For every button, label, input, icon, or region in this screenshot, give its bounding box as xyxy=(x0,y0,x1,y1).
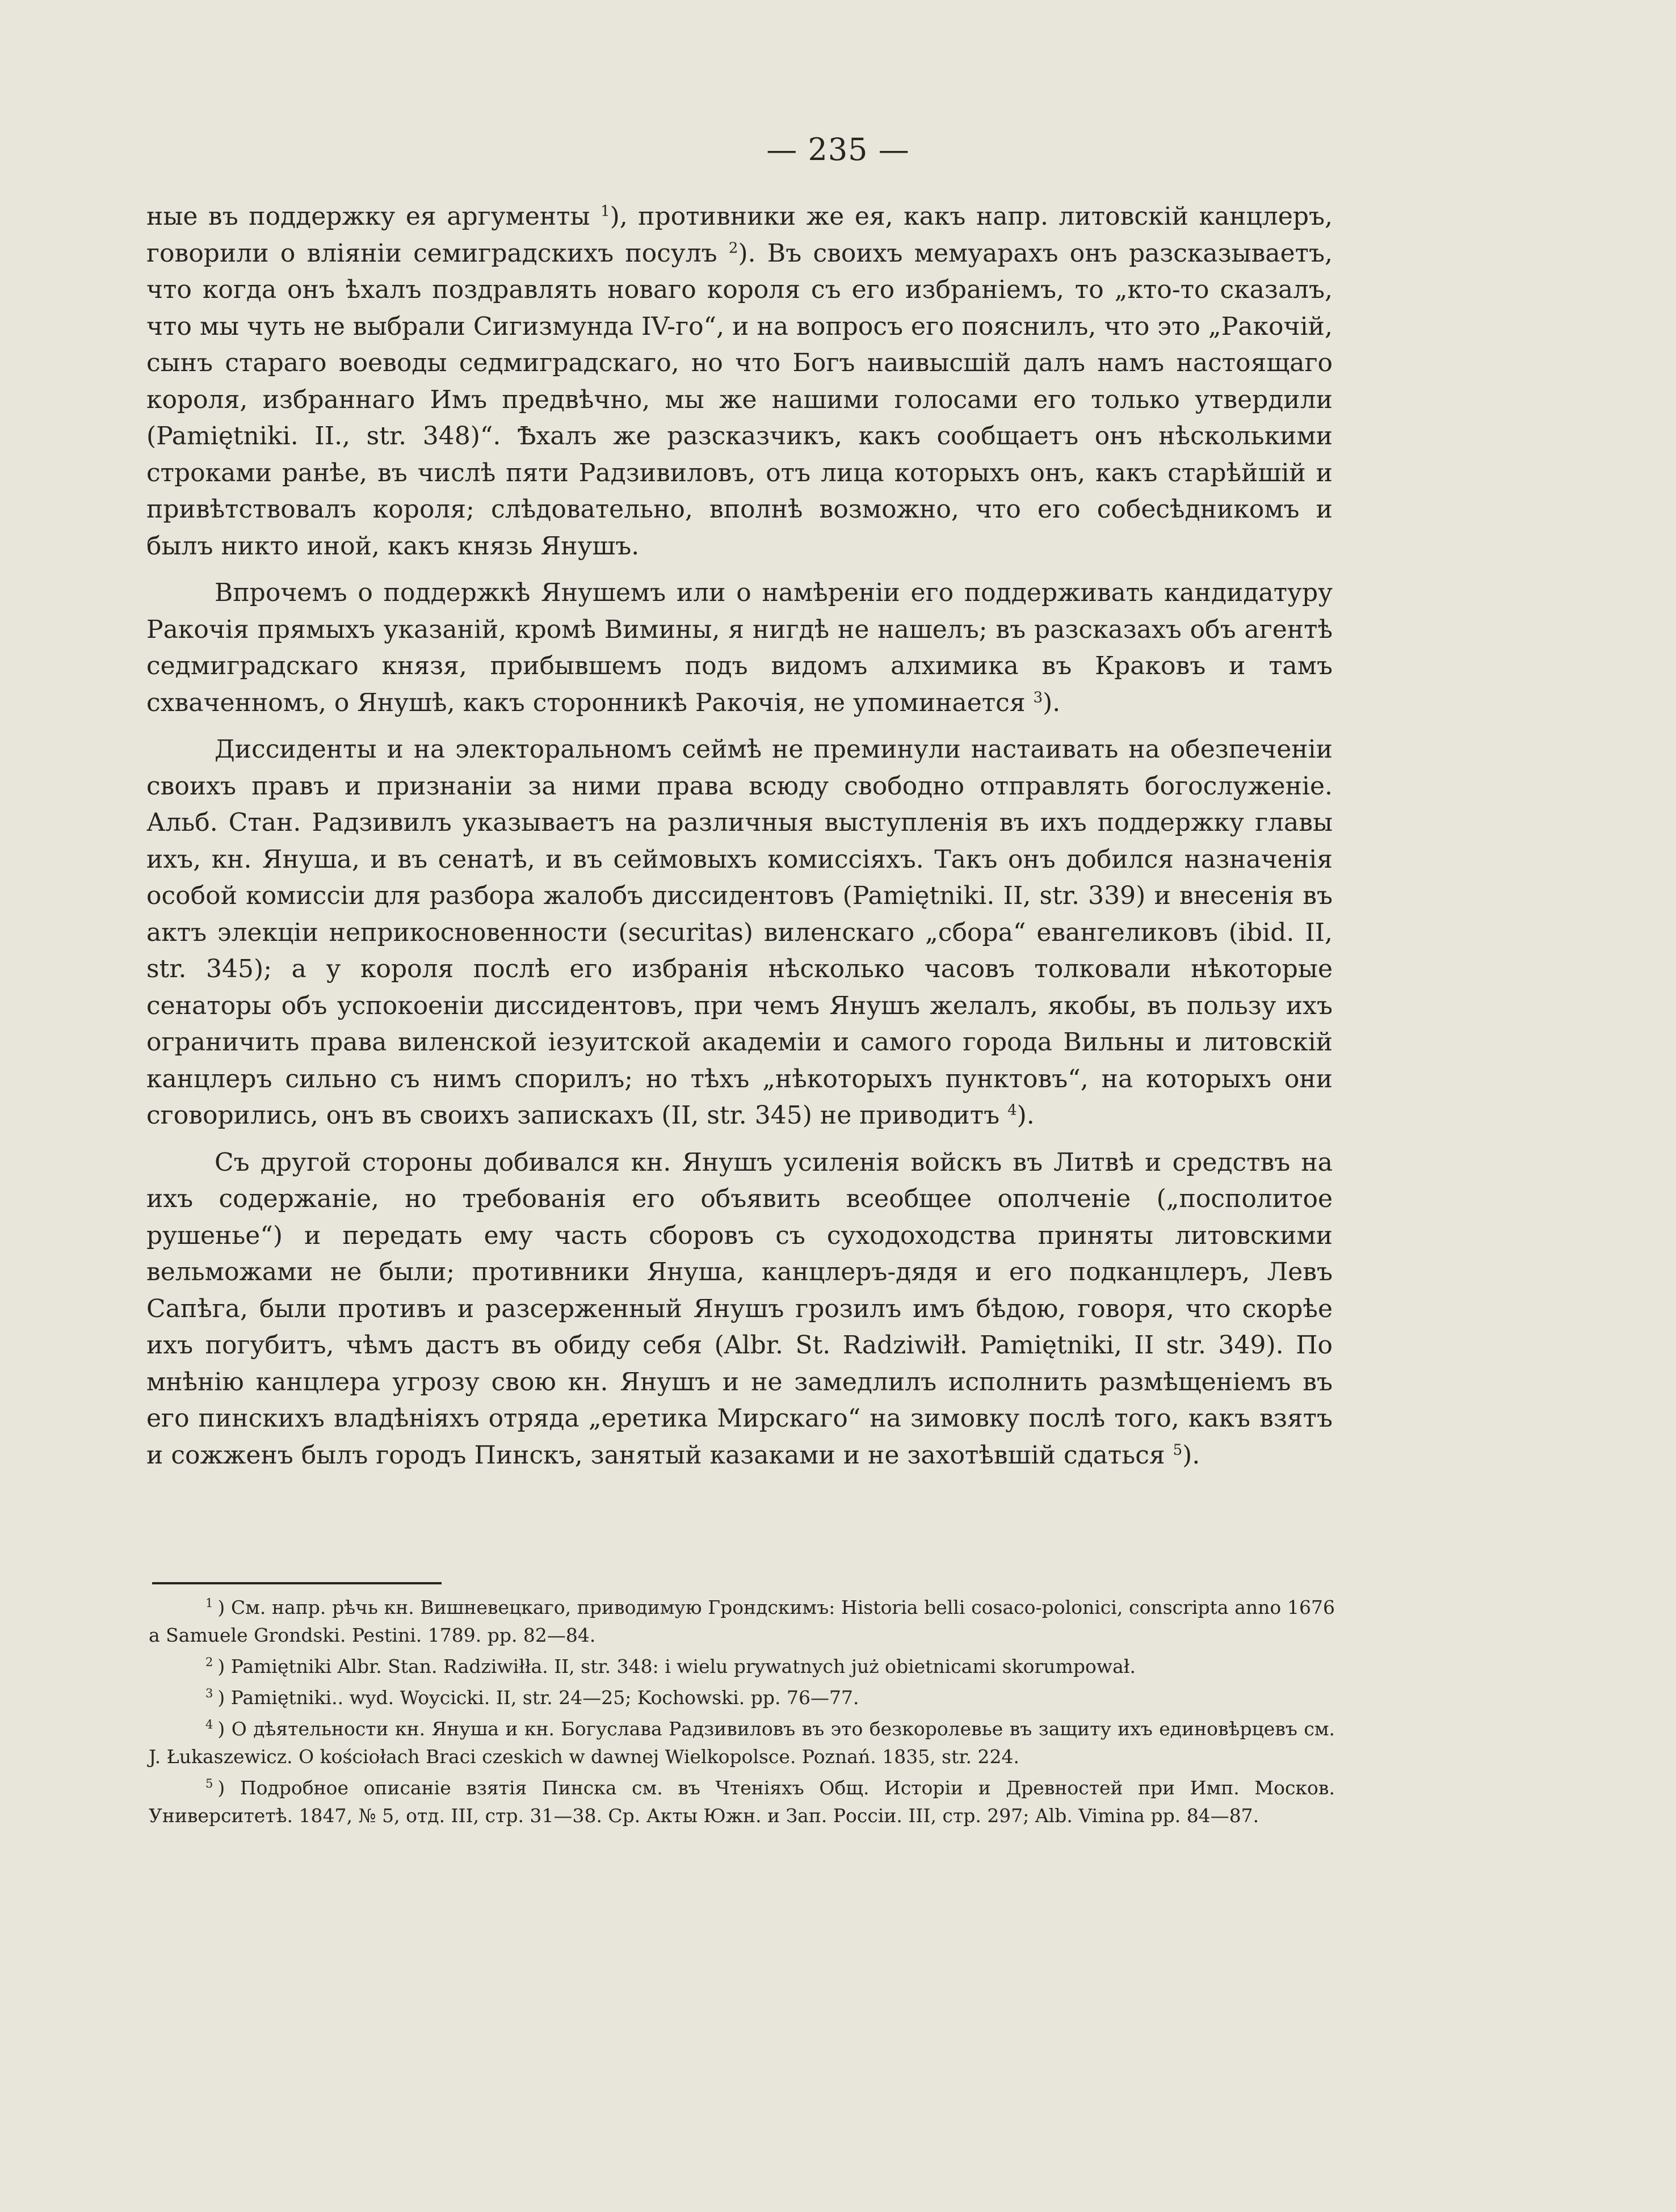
footnote-text: ) См. напр. рѣчь кн. Вишневецкаго, приводимую Грондскимъ: Historia belli cosaco-polonici, conscripta anno 1676 a Samuele Grondski. Pestini. 1789. pp. 82—84. xyxy=(149,1596,1335,1646)
paragraph-text: ). xyxy=(1182,1440,1200,1470)
footnote-text: ) О дѣятельности кн. Януша и кн. Богуслава Радзивиловъ въ это безкоролевье въ защиту ихъ единовѣрцевъ см. J. Łukaszewicz. O kościołach Braci czeskich w dawnej Wielkopolsce. Poznań. 1835, str. 224. xyxy=(149,1718,1335,1768)
footnote-3: 3 ) Pamiętniki.. wyd. Woycicki. II, str. 24—25; Kochowski. pp. 76—77. xyxy=(205,1687,859,1709)
footnote-text: ) Pamiętniki Albr. Stan. Radziwiłła. II, str. 348: i wielu prywatnych już obietnicami skorumpował. xyxy=(217,1655,1136,1677)
footnote-text: ) Pamiętniki.. wyd. Woycicki. II, str. 24—25; Kochowski. pp. 76—77. xyxy=(217,1687,859,1709)
paragraph-text: Съ другой стороны добивался кн. Янушъ усиленія войскъ въ Литвѣ и средствъ на ихъ содержаніе, но требованія его объявить всеобщее ополченіе („посполитое рушенье“) и передать ему часть сборовъ съ суходоходства приняты литовскими вельможами не были; противники Януша, канцлеръ-дядя и его подканцлеръ, Левъ Сапѣга, были противъ и разсерженный Янушъ грозилъ имъ бѣдою, говоря, что скорѣе ихъ погубитъ, чѣмъ дастъ въ обиду себя (Albr. St. Radziwiłł. Pamiętniki, II str. 349). По мнѣнію канцлера угрозу свою кн. Янушъ и не замедлилъ исполнить размѣщеніемъ въ его пинскихъ владѣніяхъ отряда „еретика Мирскаго“ на зимовку послѣ того, какъ взятъ и сожженъ былъ городъ Пинскъ, занятый казаками и не захотѣвшій сдаться xyxy=(146,1147,1333,1470)
footnote-reference: 5 xyxy=(1173,1441,1183,1458)
footnote-reference: 4 xyxy=(1007,1101,1017,1119)
footnote-reference: 3 xyxy=(1033,688,1043,706)
paragraph-text: ). xyxy=(1043,688,1061,717)
page-number: — 235 — xyxy=(766,132,910,167)
footnote-4: 4 ) О дѣятельности кн. Януша и кн. Богуслава Радзивиловъ въ это безкоролевье въ защиту ихъ единовѣрцевъ см. J. Łukaszewicz. O kościołach Braci czeskich w dawnej Wielkopolsce. Poznań. 1835, str. 224. xyxy=(149,1718,1335,1768)
paragraph-text: Диссиденты и на электоральномъ сеймѣ не преминули настаивать на обезпеченіи своихъ правъ и признаніи за ними права всюду свободно отправлять богослуженіе. Альб. Стан. Радзивилъ указываетъ на различныя выступленія въ ихъ поддержку главы ихъ, кн. Януша, и въ сенатѣ, и въ сеймовыхъ комиссіяхъ. Такъ онъ добился назначенія особой комиссіи для разбора жалобъ диссидентовъ (Pamiętniki. II, str. 339) и внесенія въ актъ элекціи неприкосновенности (securitas) виленскаго „сбора“ евангеликовъ (ibid. II, str. 345); а у короля послѣ его избранія нѣсколько часовъ толковали нѣкоторые сенаторы объ успокоеніи диссидентовъ, при чемъ Янушъ желалъ, якобы, въ пользу ихъ ограничить права виленской іезуитской академіи и самого города Вильны и литовскій канцлеръ сильно съ нимъ спорилъ; но тѣхъ „нѣкоторыхъ пунктовъ“, на которыхъ они сговорились, онъ въ своихъ запискахъ (II, str. 345) не приводитъ xyxy=(146,735,1333,1130)
paragraph-text: ), противники же ея, какъ напр. литовскій канцлеръ, говорили о вліяніи семиградскихъ посулъ xyxy=(146,202,1333,268)
paragraph-text: ). Въ своихъ мемуарахъ онъ разсказываетъ, что когда онъ ѣхалъ поздравлять новаго короля съ его избраніемъ, то „кто-то сказалъ, что мы чуть не выбрали Сигизмунда IV-го“, и на вопросъ его пояснилъ, что это „Ракочій, сынъ стараго воеводы седмиградскаго, но что Богъ наивысшій далъ намъ настоящаго короля, избраннаго Имъ предвѣчно, мы же нашими голосами его только утвердили (Pamiętniki. II., str. 348)“. Ѣхалъ же разсказчикъ, какъ сообщаетъ онъ нѣсколькими строками ранѣе, въ числѣ пяти Радзивиловъ, отъ лица которыхъ онъ, какъ старѣйшій и привѣтствовалъ короля; слѣдовательно, вполнѣ возможно, что его собесѣдникомъ и былъ никто иной, какъ князь Янушъ. xyxy=(146,238,1333,561)
footnote-text: ) Подробное описаніе взятія Пинска см. въ Чтеніяхъ Общ. Исторіи и Древностей при Имп. Москов. Университетѣ. 1847, № 5, отд. III, стр. 31—38. Ср. Акты Южн. и Зап. Россіи. III, стр. 297; Alb. Vimina pp. 84—87. xyxy=(149,1777,1335,1827)
paragraph-3 xyxy=(146,731,1333,1134)
footnote-5: 5 ) Подробное описаніе взятія Пинска см. въ Чтеніяхъ Общ. Исторіи и Древностей при Имп. Москов. Университетѣ. 1847, № 5, отд. III, стр. 31—38. Ср. Акты Южн. и Зап. Россіи. III, стр. 297; Alb. Vimina pp. 84—87. xyxy=(149,1777,1335,1827)
footnote-2: 2 ) Pamiętniki Albr. Stan. Radziwiłła. II, str. 348: i wielu prywatnych już obietnicami skorumpował. xyxy=(205,1655,1136,1677)
paragraph-text: Впрочемъ о поддержкѣ Янушемъ или о намѣреніи его поддерживать кандидатуру Ракочія прямыхъ указаній, кромѣ Вимины, я нигдѣ не нашелъ; въ разсказахъ объ агентѣ седмиградскаго князя, прибывшемъ подъ видомъ алхимика въ Краковъ и тамъ схваченномъ, о Янушѣ, какъ сторонникѣ Ракочія, не упоминается xyxy=(146,578,1333,717)
paragraph-2 xyxy=(146,575,1333,721)
footnote-divider xyxy=(152,1582,442,1584)
footnote-1: 1 ) См. напр. рѣчь кн. Вишневецкаго, приводимую Грондскимъ: Historia belli cosaco-polonici, conscripta anno 1676 a Samuele Grondski. Pestini. 1789. pp. 82—84. xyxy=(149,1596,1335,1646)
footnote-reference: 2 xyxy=(728,239,738,256)
paragraph-text: ). xyxy=(1016,1101,1035,1130)
footnotes xyxy=(149,1593,1335,1830)
main-text xyxy=(146,199,1333,1474)
paragraph-1 xyxy=(146,199,1333,565)
footnote-reference: 1 xyxy=(600,203,610,220)
paragraph-text: ные въ поддержку ея аргументы xyxy=(146,202,601,231)
paragraph-4 xyxy=(146,1145,1333,1474)
